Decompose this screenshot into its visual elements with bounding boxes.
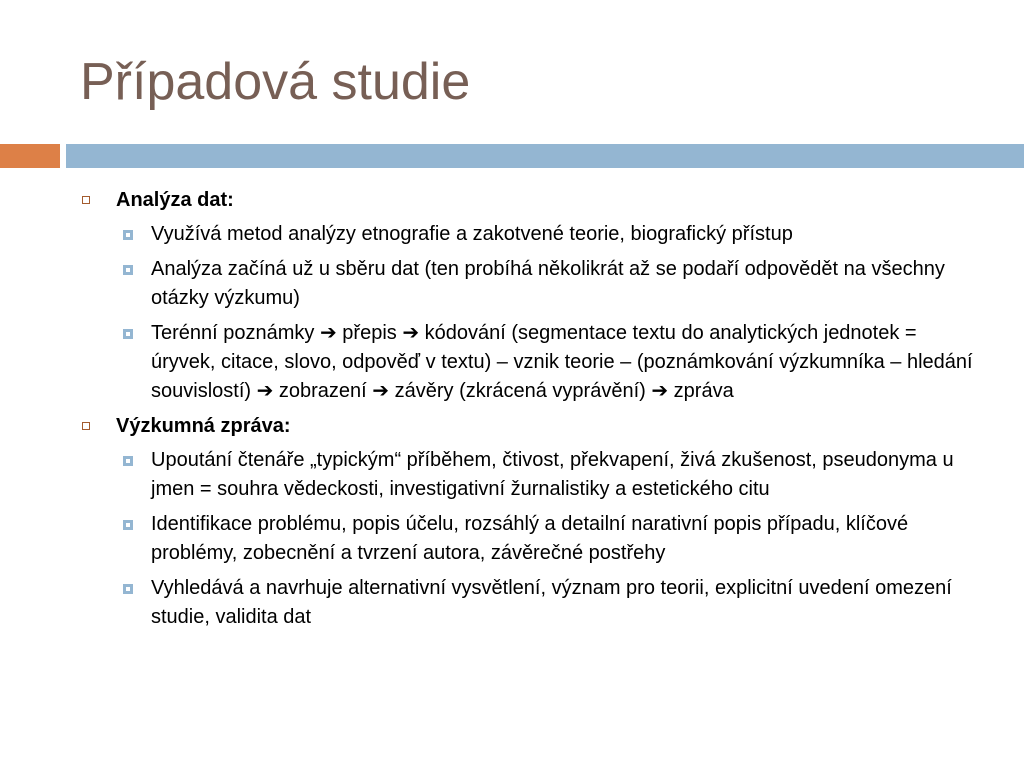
list-item-text: Upoutání čtenáře „typickým“ příběhem, čtivost, překvapení, živá zkušenost, pseudonyma u jmen = souhra vědeckosti, investigativní žurnalistiky a estetického citu [151, 449, 954, 500]
section-heading-text: Výzkumná zpráva: [116, 415, 291, 437]
square-bullet-icon [123, 265, 133, 275]
list-item-text: Vyhledává a navrhuje alternativní vysvětlení, význam pro teorii, explicitní uvedení omezení studie, validita dat [151, 577, 952, 628]
list-item [0, 446, 1024, 504]
square-bullet-icon [123, 230, 133, 240]
list-item-text: Využívá metod analýzy etnografie a zakotvené teorie, biografický přístup [151, 223, 793, 245]
list-item [0, 255, 1024, 313]
square-bullet-icon [123, 456, 133, 466]
list-item-text: Terénní poznámky ➔ přepis ➔ kódování (segmentace textu do analytických jednotek = úryvek, citace, slovo, odpověď v textu) – vznik teorie – (poznámkování výzkumníka – hledání souvislostí) ➔ zobrazení ➔ závěry (zkrácená vyprávění) ➔ zpráva [151, 322, 973, 402]
section-heading [0, 186, 1024, 214]
list-item-text: Analýza začíná už u sběru dat (ten probíhá několikrát až se podaří odpovědět na všechny otázky výzkumu) [151, 258, 945, 309]
list-item [0, 220, 1024, 249]
list-item [0, 510, 1024, 568]
list-item [0, 574, 1024, 632]
list-item [0, 319, 1024, 406]
square-bullet-icon [123, 584, 133, 594]
section-heading [0, 412, 1024, 440]
slide-content [0, 186, 1024, 638]
hollow-square-bullet-icon [82, 422, 90, 430]
list-item-text: Identifikace problému, popis účelu, rozsáhlý a detailní narativní popis případu, klíčové problémy, zobecnění a tvrzení autora, závěrečné postřehy [151, 513, 909, 564]
section-heading-text: Analýza dat: [116, 189, 234, 211]
square-bullet-icon [123, 329, 133, 339]
hollow-square-bullet-icon [82, 196, 90, 204]
title-rule-bar [66, 144, 1024, 168]
slide-title: Případová studie [80, 53, 471, 111]
accent-bar [0, 144, 60, 168]
square-bullet-icon [123, 520, 133, 530]
